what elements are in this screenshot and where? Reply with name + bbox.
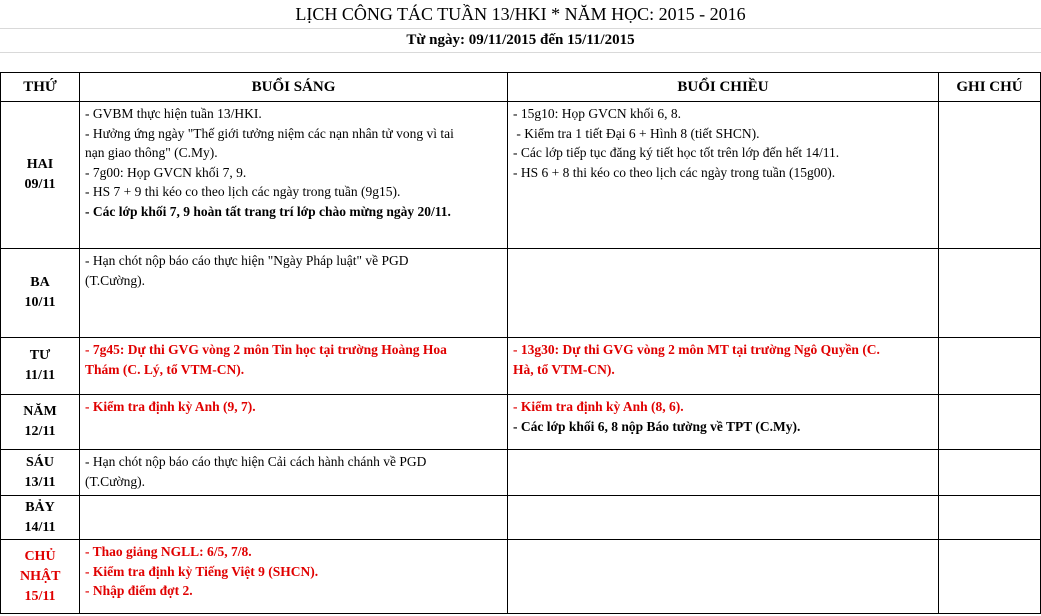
day-date: 09/11 [24,177,56,192]
day-date: 10/11 [24,295,56,310]
day-cell[interactable] [1,450,80,496]
day-name: NĂM [23,404,57,419]
header-row [1,73,1041,102]
table-row [1,540,1041,614]
day-cell[interactable] [1,338,80,395]
task-line: - HS 6 + 8 thi kéo co theo lịch các ngày trong tuần (15g00). [513,164,836,180]
afternoon-cell[interactable] [508,338,939,395]
table-row [1,395,1041,450]
day-date: 15/11 [24,588,56,604]
task-line: (T.Cường). [85,473,145,489]
note-cell[interactable] [939,496,1041,540]
task-line: - 7g00: Họp GVCN khối 7, 9. [85,164,247,180]
task-line: nạn giao thông" (C.My). [85,145,218,160]
day-date: 12/11 [24,424,56,439]
task-line: - Các lớp khối 7, 9 hoàn tất trang trí lớp chào mừng ngày 20/11. [85,203,451,219]
day-cell[interactable] [1,496,80,540]
task-line: - HS 7 + 9 thi kéo co theo lịch các ngày trong tuần (9g15). [85,184,401,199]
morning-cell[interactable] [80,338,508,395]
header-note: GHI CHÚ [939,73,1041,102]
afternoon-cell[interactable] [508,496,939,540]
day-date: 13/11 [24,474,56,490]
date-range: Từ ngày: 09/11/2015 đến 15/11/2015 [406,32,635,48]
task-line: - Các lớp tiếp tục đăng ký tiết học tốt trên lớp đến hết 14/11. [513,145,840,160]
note-cell[interactable] [939,450,1041,496]
sheet-gridline [0,52,1041,53]
task-line: - Hạn chót nộp báo cáo thực hiện "Ngày Pháp luật" về PGD [85,253,409,268]
day-name: TƯ [29,348,51,363]
note-cell[interactable] [939,102,1041,249]
day-name: BẢY [25,499,55,515]
day-name: CHỦ NHẬT [20,548,61,584]
day-cell[interactable] [1,395,80,450]
task-line: - Thao giảng NGLL: 6/5, 7/8. [85,544,252,559]
header-day: THỨ [1,73,80,102]
afternoon-cell[interactable] [508,102,939,249]
task-line: - Hưởng ứng ngày "Thế giới tưởng niệm các nạn nhân tử vong vì tai [85,125,454,141]
day-name: HAI [26,157,54,172]
task-line: Thám (C. Lý, tổ VTM-CN). [85,361,245,377]
day-cell[interactable] [1,249,80,338]
day-name: SÁU [25,454,54,470]
morning-cell[interactable] [80,249,508,338]
task-line: - Các lớp khối 6, 8 nộp Báo tường về TPT (C.My). [513,418,801,434]
table-row [1,496,1041,540]
task-line: - Kiểm tra 1 tiết Đại 6 + Hình 8 (tiết SHCN). [513,125,760,141]
table-row [1,249,1041,338]
day-cell[interactable] [1,102,80,249]
task-line: (T.Cường). [85,272,145,288]
task-line: - Kiểm tra định kỳ Tiếng Việt 9 (SHCN). [85,563,319,579]
note-cell[interactable] [939,249,1041,338]
morning-cell[interactable] [80,540,508,614]
task-line: - GVBM thực hiện tuần 13/HKI. [85,106,262,121]
morning-cell[interactable] [80,395,508,450]
task-line: Hà, tổ VTM-CN). [513,361,615,377]
task-line: - Nhập điểm đợt 2. [85,583,193,598]
afternoon-cell[interactable] [508,540,939,614]
task-line: - 7g45: Dự thi GVG vòng 2 môn Tin học tại trường Hoàng Hoa [85,342,447,357]
schedule-table [0,72,1041,614]
day-name: BA [30,275,50,290]
afternoon-cell[interactable] [508,395,939,450]
table-row [1,450,1041,496]
morning-cell[interactable] [80,496,508,540]
note-cell[interactable] [939,540,1041,614]
task-line: - 15g10: Họp GVCN khối 6, 8. [513,106,681,121]
afternoon-cell[interactable] [508,249,939,338]
afternoon-cell[interactable] [508,450,939,496]
day-date: 14/11 [24,519,56,535]
sheet-gridline [0,28,1041,29]
task-line: - Hạn chót nộp báo cáo thực hiện Cải cách hành chánh về PGD [85,454,427,469]
page-title: LỊCH CÔNG TÁC TUẦN 13/HKI * NĂM HỌC: 2015 - 2016 [295,4,746,24]
note-cell[interactable] [939,395,1041,450]
table-row [1,338,1041,395]
morning-cell[interactable] [80,102,508,249]
note-cell[interactable] [939,338,1041,395]
day-cell[interactable] [1,540,80,614]
table-row [1,102,1041,249]
task-line: - Kiểm tra định kỳ Anh (9, 7). [85,399,256,414]
task-line: - 13g30: Dự thi GVG vòng 2 môn MT tại trường Ngô Quyền (C. [513,342,880,357]
morning-cell[interactable] [80,450,508,496]
header-afternoon: BUỔI CHIỀU [508,73,939,102]
day-date: 11/11 [24,368,56,383]
task-line: - Kiểm tra định kỳ Anh (8, 6). [513,399,684,414]
header-morning: BUỔI SÁNG [80,73,508,102]
